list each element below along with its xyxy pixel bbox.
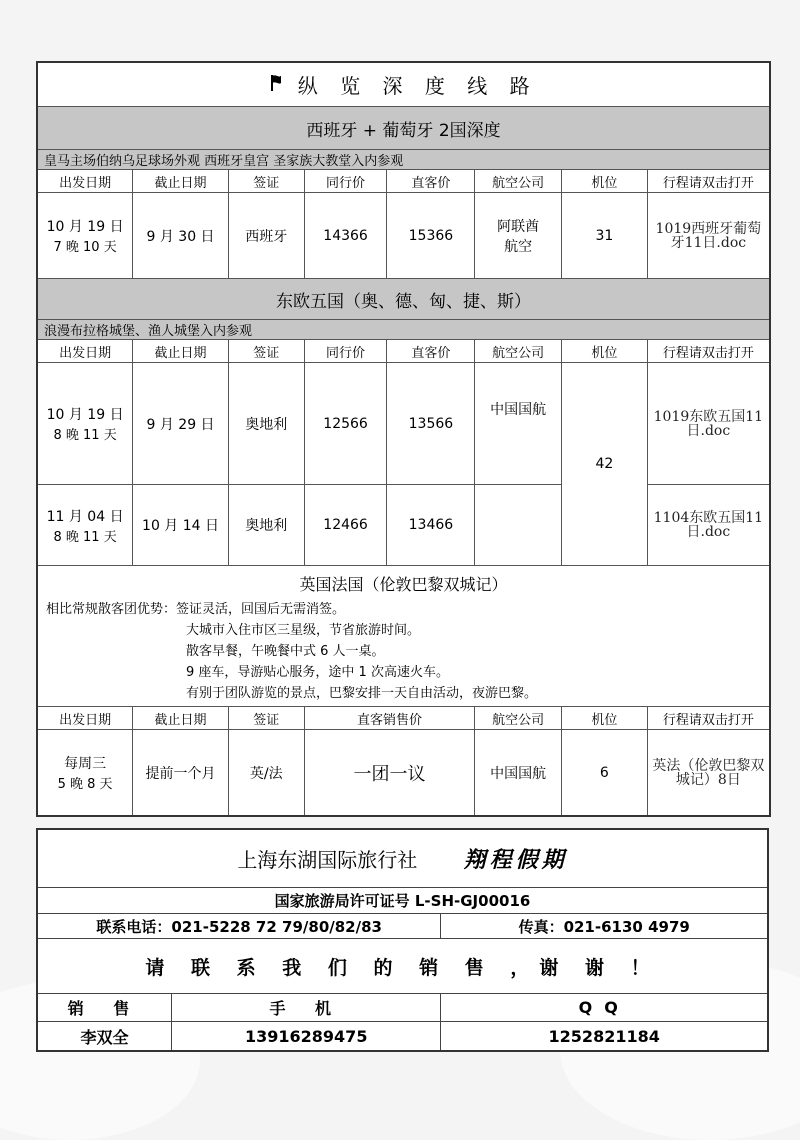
itinerary-doc-link[interactable]: 1019西班牙葡萄牙11日.doc <box>647 193 770 279</box>
col-header: 直客价 <box>387 340 475 363</box>
direct-price: 13466 <box>387 485 475 566</box>
departure-date: 每周三 5 晚 8 天 <box>37 730 133 817</box>
direct-price: 15366 <box>387 193 475 279</box>
brand-name: 翔程假期 <box>463 847 568 873</box>
agency-contact-table <box>36 828 769 1052</box>
table-row <box>37 485 770 566</box>
uk-france-route-title: 英国法国（伦敦巴黎双城记） <box>299 575 508 594</box>
table-row <box>37 363 770 485</box>
direct-sale-price: 一团一议 <box>304 730 475 817</box>
col-header: 签证 <box>228 707 304 730</box>
advantage-line: 散客早餐，午晚餐中式 6 人一桌。 <box>186 644 385 659</box>
visa: 西班牙 <box>228 193 304 279</box>
col-header: 出发日期 <box>37 340 133 363</box>
uk-france-info <box>37 566 770 707</box>
table-row <box>37 730 770 817</box>
departure-date: 10 月 19 日 7 晚 10 天 <box>37 193 133 279</box>
deadline: 提前一个月 <box>133 730 229 817</box>
col-header: 截止日期 <box>133 340 229 363</box>
contact-row <box>37 1022 768 1052</box>
spain-route-highlights: 皇马主场伯纳乌足球场外观 西班牙皇宫 圣家族大教堂入内参观 <box>37 150 770 170</box>
col-header: 同行价 <box>304 170 387 193</box>
col-header: 签证 <box>228 340 304 363</box>
visa: 奥地利 <box>228 363 304 485</box>
col-header: 出发日期 <box>37 707 133 730</box>
col-header: 航空公司 <box>475 170 562 193</box>
col-header: 出发日期 <box>37 170 133 193</box>
col-header: 直客价 <box>387 170 475 193</box>
col-header: 手 机 <box>172 994 441 1022</box>
peer-price: 12566 <box>304 363 387 485</box>
east-europe-route-highlights: 浪漫布拉格城堡、渔人城堡入内参观 <box>37 320 770 340</box>
itinerary-doc-link[interactable]: 1019东欧五国11日.doc <box>647 363 770 485</box>
advantage-line: 有别于团队游览的景点，巴黎安排一天自由活动，夜游巴黎。 <box>186 686 538 701</box>
routes-title: 纵 览 深 度 线 路 <box>37 62 770 107</box>
col-header: 截止日期 <box>133 170 229 193</box>
phone-number: 联系电话：021-5228 72 79/80/82/83 <box>37 914 441 939</box>
itinerary-doc-link[interactable]: 英法（伦敦巴黎双城记）8日 <box>647 730 770 817</box>
col-header: 行程请双击打开 <box>647 340 770 363</box>
peer-price: 12466 <box>304 485 387 566</box>
advantage-line: 大城市入住市区三星级，节省旅游时间。 <box>186 623 421 638</box>
qq-number[interactable]: 1252821184 <box>441 1022 768 1052</box>
license-number: 国家旅游局许可证号 L-SH-GJ00016 <box>37 888 768 914</box>
spain-route-title: 西班牙 + 葡萄牙 2国深度 <box>37 107 770 150</box>
seats: 42 <box>562 363 648 566</box>
table-row <box>37 193 770 279</box>
col-header: 直客销售价 <box>304 707 475 730</box>
col-header: 截止日期 <box>133 707 229 730</box>
col-header: 航空公司 <box>475 707 562 730</box>
deadline: 9 月 30 日 <box>133 193 229 279</box>
col-header: 航空公司 <box>475 340 562 363</box>
airline: 中国国航 <box>475 730 562 817</box>
peer-price: 14366 <box>304 193 387 279</box>
advantage-line: 9 座车，导游贴心服务，途中 1 次高速火车。 <box>186 665 449 680</box>
east-header-row <box>37 340 770 363</box>
col-header: 同行价 <box>304 340 387 363</box>
visa: 英/法 <box>228 730 304 817</box>
contact-call-to-action: 请 联 系 我 们 的 销 售 ，谢 谢 ！ <box>37 939 768 994</box>
flag-icon <box>269 74 297 98</box>
col-header: 销 售 <box>37 994 172 1022</box>
col-header: 行程请双击打开 <box>647 707 770 730</box>
routes-table <box>36 61 771 817</box>
departure-date: 11 月 04 日 8 晚 11 天 <box>37 485 133 566</box>
itinerary-doc-link[interactable]: 1104东欧五国11日.doc <box>647 485 770 566</box>
uk-france-header-row <box>37 707 770 730</box>
deadline: 9 月 29 日 <box>133 363 229 485</box>
fax-number: 传真：021-6130 4979 <box>441 914 768 939</box>
agency-name-row <box>37 829 768 888</box>
col-header: 机位 <box>562 340 648 363</box>
airline-empty <box>475 485 562 566</box>
contact-header-row <box>37 994 768 1022</box>
departure-date: 10 月 19 日 8 晚 11 天 <box>37 363 133 485</box>
advantage-line: 相比常规散客团优势：签证灵活，回国后无需消签。 <box>46 602 346 617</box>
deadline: 10 月 14 日 <box>133 485 229 566</box>
direct-price: 13566 <box>387 363 475 485</box>
airline: 中国国航 <box>475 363 562 485</box>
east-europe-route-title: 东欧五国（奥、德、匈、捷、斯） <box>37 279 770 320</box>
visa: 奥地利 <box>228 485 304 566</box>
col-header: QQ <box>441 994 768 1022</box>
sales-name: 李双全 <box>37 1022 172 1052</box>
col-header: 机位 <box>562 707 648 730</box>
seats: 31 <box>562 193 648 279</box>
col-header: 机位 <box>562 170 648 193</box>
col-header: 签证 <box>228 170 304 193</box>
airline: 阿联酋 航空 <box>475 193 562 279</box>
col-header: 行程请双击打开 <box>647 170 770 193</box>
agency-name: 上海东湖国际旅行社 <box>237 848 418 872</box>
spain-header-row <box>37 170 770 193</box>
mobile-number[interactable]: 13916289475 <box>172 1022 441 1052</box>
seats: 6 <box>562 730 648 817</box>
